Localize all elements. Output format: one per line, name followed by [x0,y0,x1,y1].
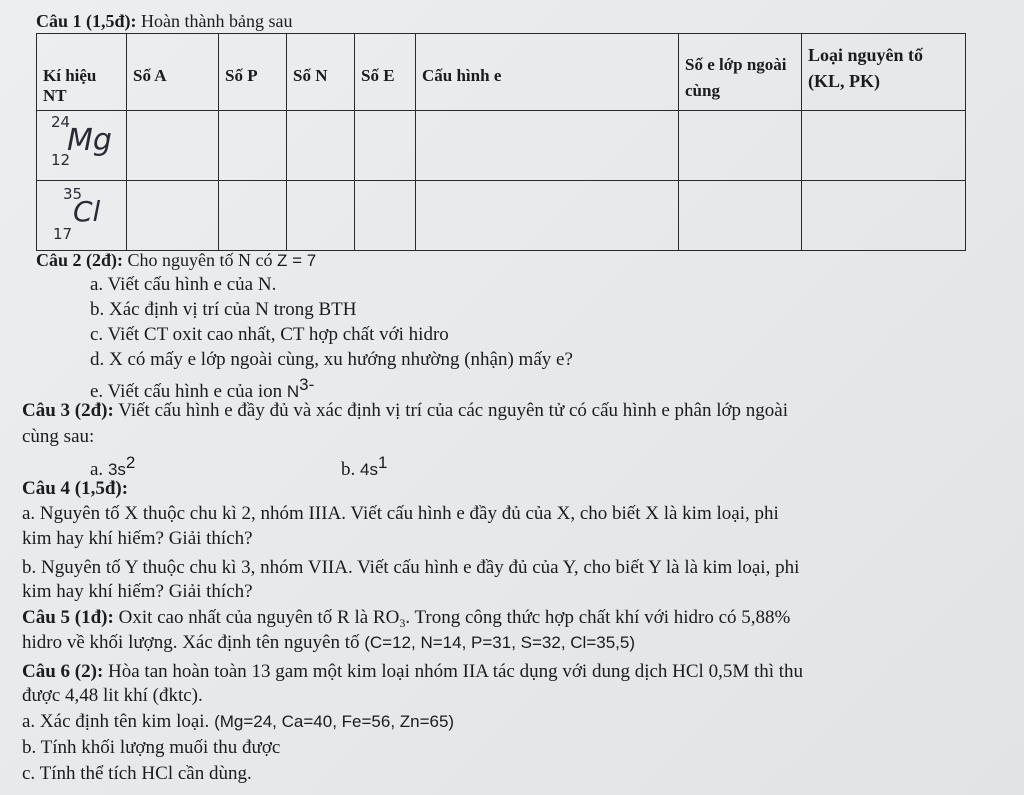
q5-subscript: 3 [399,616,406,630]
header-so-e [355,34,416,111]
mg-mass-number: 24 [51,113,71,131]
header-so-a [127,34,219,111]
q3-b-base: 4s [360,460,378,479]
q1-title: Câu 1 (1,5đ): [36,11,137,31]
table-cell[interactable] [127,181,219,251]
q4-b-line1: b. Nguyên tố Y thuộc chu kì 3, nhóm VIIA. Viết cấu hình e đầy đủ của Y, cho biết Y là là kim loại, phi [22,557,800,578]
q2-ion-symbol: N [286,382,300,401]
table-cell[interactable] [679,181,802,251]
q6-title: Câu 6 (2): [22,661,104,682]
q5-line2 [22,632,635,654]
q6-item-b: b. Tính khối lượng muối thu được [22,737,281,758]
q3-option-b [341,452,387,481]
q5-line1 [22,607,790,634]
table-cell[interactable] [219,181,287,251]
q3-line1 [22,400,788,422]
q3-text1: Viết cấu hình e đầy đủ và xác định vị trí của các nguyên tử có cấu hình e phân lớp ngoài [113,400,788,421]
header-so-n [287,34,355,111]
mg-symbol: Mg [67,123,112,158]
q5-masses: (C=12, N=14, P=31, S=32, Cl=35,5) [364,633,635,652]
table-header-row [37,34,966,111]
q4-a-line1: a. Nguyên tố X thuộc chu kì 2, nhóm IIIA. Viết cấu hình e đầy đủ của X, cho biết X là kim loại, phi [22,503,779,524]
table-cell[interactable] [287,181,355,251]
q6-a-masses: (Mg=24, Ca=40, Fe=56, Zn=65) [214,712,455,731]
header-so-a-label: Số A [133,66,167,85]
q2-item-c: c. Viết CT oxit cao nhất, CT hợp chất với hidro [90,324,449,345]
q2-text: Cho nguyên tố N có [123,250,277,270]
table-cell[interactable] [416,111,679,181]
q6-text2: được 4,48 lit khí (đktc). [22,685,203,706]
q3-b-exp: 1 [377,453,388,472]
q6-a-text: a. Xác định tên kim loại. [22,711,215,732]
q1-text: Hoàn thành bảng sau [136,11,293,31]
table-row [37,181,966,251]
header-ki-hieu [37,34,127,111]
header-cau-hinh [416,34,679,111]
cell-symbol-cl [37,181,127,251]
header-so-e-lop-label: Số e lớp ngoài cùng [685,55,787,100]
table-cell[interactable] [355,181,416,251]
q2-item-e-text: e. Viết cấu hình e của ion [90,381,287,402]
header-so-n-label: Số N [293,66,328,85]
table-cell[interactable] [802,181,966,251]
q2-item-a: a. Viết cấu hình e của N. [90,274,277,295]
q1-heading [36,10,292,32]
q3-title: Câu 3 (2đ): [22,400,114,421]
q5-text2: hidro về khối lượng. Xác định tên nguyên tố [22,632,365,653]
table-cell[interactable] [287,111,355,181]
header-so-p-label: Số P [225,66,258,85]
q5-text1a: Oxit cao nhất của nguyên tố R là RO [113,607,400,628]
mg-atomic-number: 12 [51,151,71,169]
table-cell[interactable] [219,111,287,181]
header-loai-label: Loại nguyên tố (KL, PK) [808,45,924,91]
table-cell[interactable] [355,111,416,181]
q6-item-a [22,711,454,733]
table-cell[interactable] [416,181,679,251]
header-ki-hieu-label: Kí hiệu NT [43,66,97,105]
q2-item-e [90,374,314,403]
q4-title: Câu 4 (1,5đ): [22,478,129,499]
q3-text2: cùng sau: [22,426,95,447]
q1-table [36,33,966,251]
q5-text1b: . Trong công thức hợp chất khí với hidro có 5,88% [405,607,791,628]
q3-a-exp: 2 [125,453,136,472]
table-cell[interactable] [127,111,219,181]
q6-line1 [22,661,803,683]
q2-title: Câu 2 (2đ): [36,250,124,270]
header-so-e-lop [679,34,802,111]
cell-symbol-mg [37,111,127,181]
q3-option-a [90,452,135,481]
header-cau-hinh-label: Cấu hình e [422,66,502,85]
q2-item-b: b. Xác định vị trí của N trong BTH [90,299,357,320]
table-row [37,111,966,181]
q4-b-line2: kim hay khí hiếm? Giải thích? [22,581,253,602]
header-loai [802,34,966,111]
q3-a-label: a. [90,459,104,480]
q6-item-c: c. Tính thể tích HCl cần dùng. [22,763,252,784]
q2-item-d: d. X có mấy e lớp ngoài cùng, xu hướng nhường (nhận) mấy e? [90,349,573,370]
cl-atomic-number: 17 [53,225,73,243]
q3-a-base: 3s [107,460,126,479]
q5-title: Câu 5 (1đ): [22,607,114,628]
q4-a-line2: kim hay khí hiếm? Giải thích? [22,528,253,549]
q2-ion-charge: 3- [299,375,315,394]
cl-symbol: Cl [73,195,101,228]
q2-formula: Z = 7 [277,251,317,270]
table-cell[interactable] [679,111,802,181]
header-so-p [219,34,287,111]
q2-heading [36,249,316,272]
header-so-e-label: Số E [361,66,395,85]
q3-b-label: b. [341,459,356,480]
cl-mass-number: 35 [63,185,83,203]
q6-text1: Hòa tan hoàn toàn 13 gam một kim loại nhóm IIA tác dụng với dung dịch HCl 0,5M thì thu [103,661,804,682]
table-cell[interactable] [802,111,966,181]
